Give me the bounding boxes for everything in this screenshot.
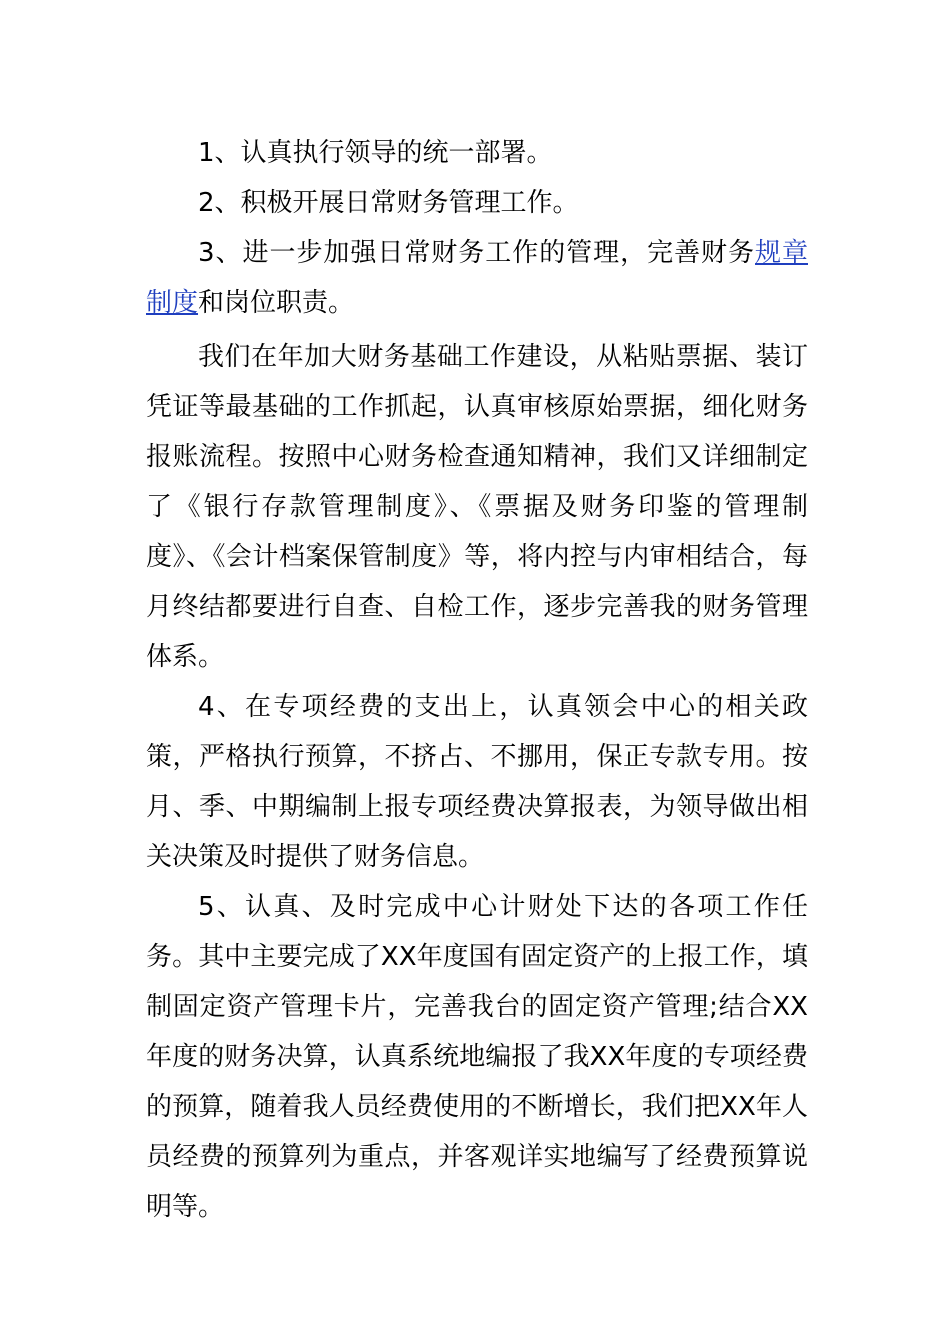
- item-3-text-before: 3、进一步加强日常财务工作的管理，完善财务: [198, 238, 756, 268]
- item-5-paragraph: 5、认真、及时完成中心计财处下达的各项工作任务。其中主要完成了XX年度国有固定资产的上报工作，填制固定资产管理卡片，完善我台的固定资产管理;结合XX年度的财务决算，认真系统地编报了我XX年度的专项经费的预算，随着我人员经费使用的不断增长，我们把XX年人员经费的预算列为重点，并客观详实地编写了经费预算说明等。: [146, 892, 808, 1222]
- regulations-link[interactable]: 规章制度: [146, 238, 808, 318]
- item-4-paragraph: 4、在专项经费的支出上，认真领会中心的相关政策，严格执行预算，不挤占、不挪用，保正专款专用。按月、季、中期编制上报专项经费决算报表，为领导做出相关决策及时提供了财务信息。: [146, 692, 808, 872]
- item-3-paragraph: [146, 228, 808, 328]
- item-2-paragraph: 2、积极开展日常财务管理工作。: [198, 188, 579, 218]
- item-1-paragraph: 1、认真执行领导的统一部署。: [198, 138, 553, 168]
- item-3-text-after: 和岗位职责。: [198, 288, 355, 318]
- main-body-paragraph: 我们在年加大财务基础工作建设，从粘贴票据、装订凭证等最基础的工作抓起，认真审核原始票据，细化财务报账流程。按照中心财务检查通知精神，我们又详细制定了《银行存款管理制度》、《票据及财务印鉴的管理制度》、《会计档案保管制度》等，将内控与内审相结合，每月终结都要进行自查、自检工作，逐步完善我的财务管理体系。: [146, 342, 808, 672]
- document-page: [146, 128, 808, 1232]
